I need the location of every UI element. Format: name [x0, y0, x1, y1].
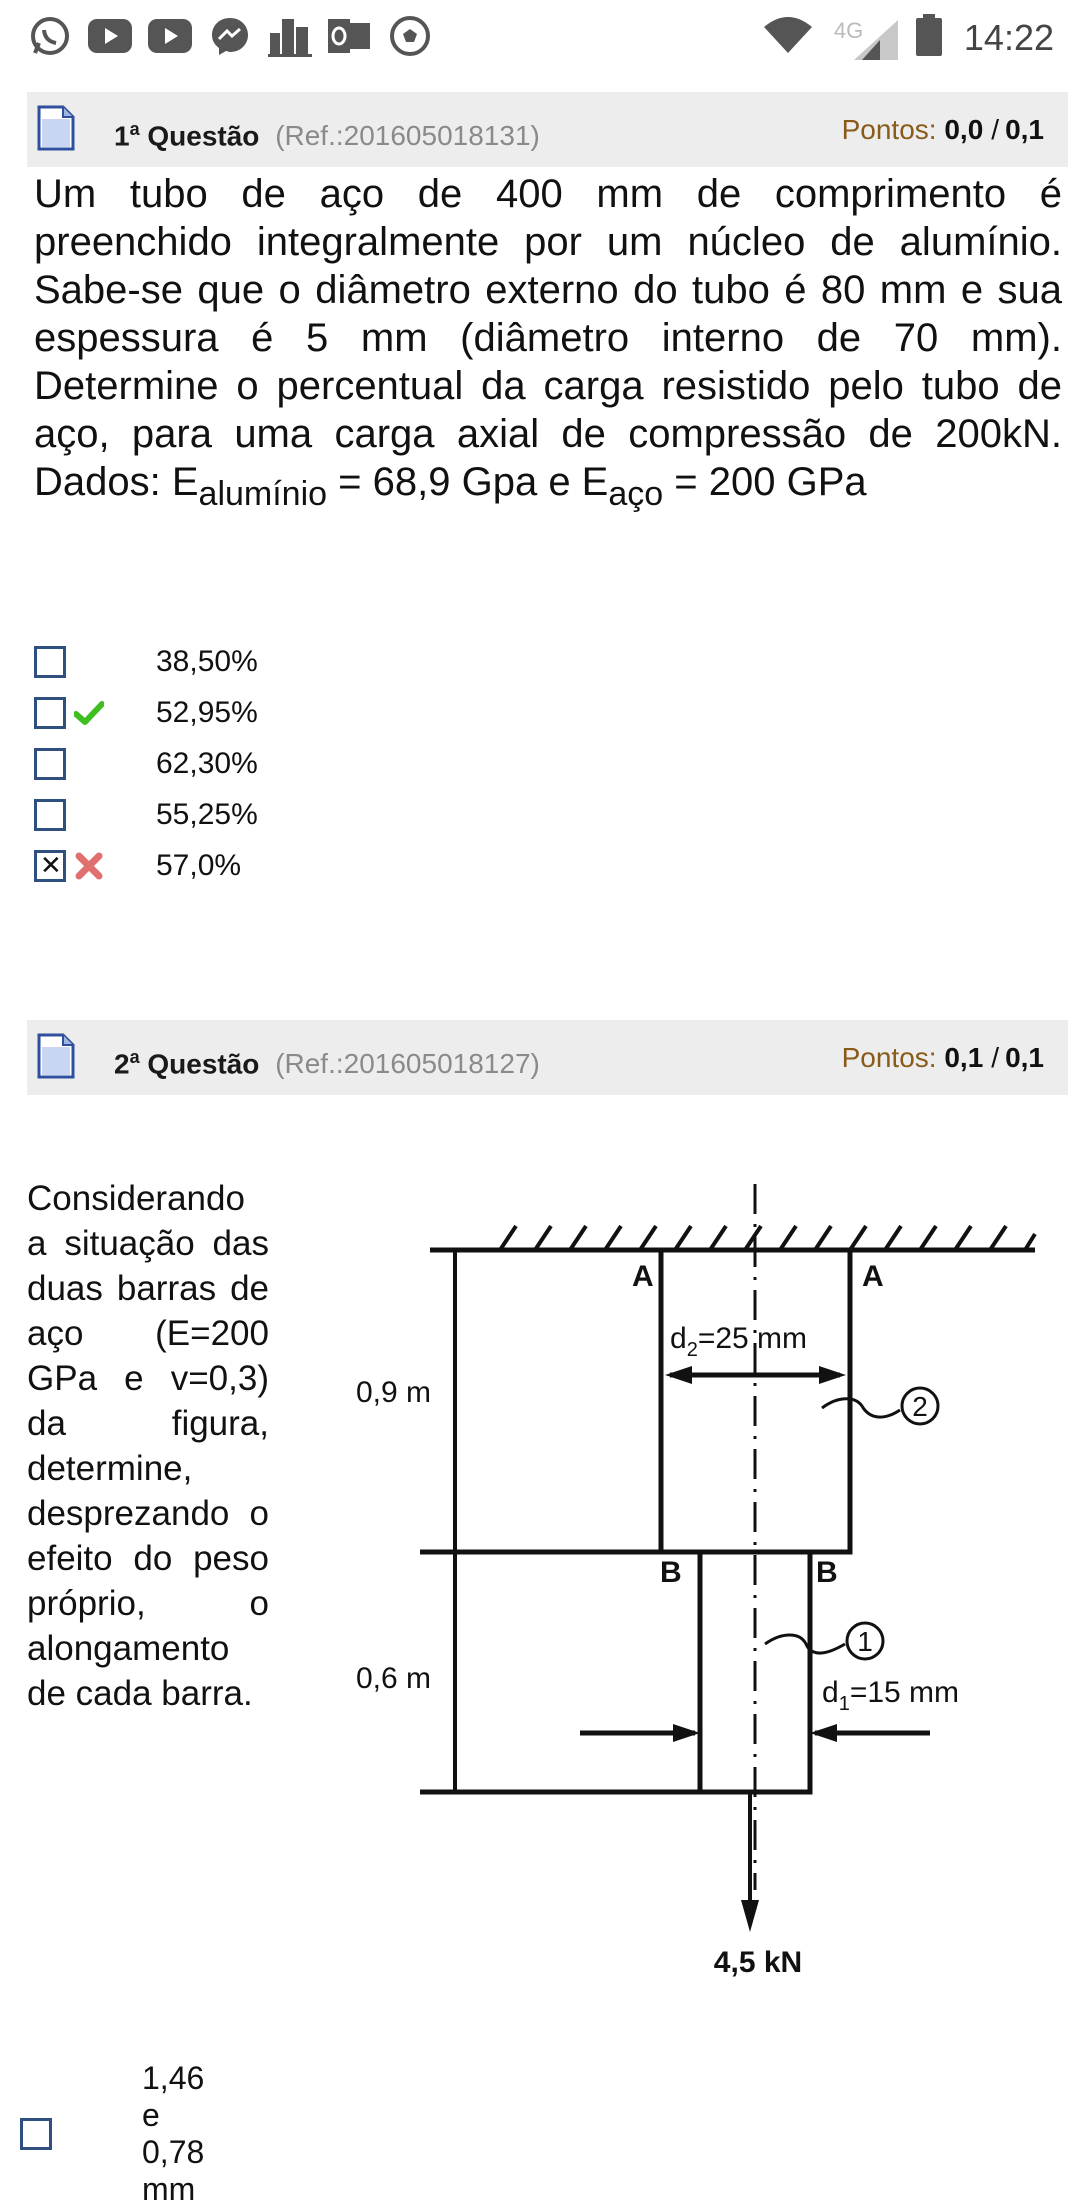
question-title: 1$^a$ Questão (Ref.:201605018131) — [114, 119, 540, 152]
city-icon — [268, 14, 312, 58]
question-points: Pontos: 0,0 / 0,1 — [841, 114, 1044, 145]
question-points: Pontos: 0,1 / 0,1 — [841, 1042, 1044, 1073]
answer-label: 1,46 e 0,78 mm — [142, 2060, 205, 2207]
answer-checkbox[interactable] — [34, 748, 66, 780]
answer-option[interactable] — [34, 687, 258, 738]
answer-option[interactable] — [34, 738, 258, 789]
answer-label: 38,50% — [156, 644, 258, 678]
d1-label: $d_1=15$ mm — [822, 1676, 960, 1715]
correct-check-icon — [72, 701, 106, 725]
youtube-icon — [88, 14, 132, 58]
leader-line — [822, 1399, 900, 1417]
answer-checkbox[interactable] — [20, 2118, 52, 2150]
answer-checkbox[interactable] — [34, 799, 66, 831]
length-top: 0,9 m — [356, 1376, 432, 1409]
battery-icon — [916, 14, 942, 61]
points-obtained: 0,1 — [944, 1042, 984, 1073]
document-icon — [37, 1033, 75, 1084]
wrong-x-icon — [72, 852, 106, 880]
bar-1-number: 1 — [857, 1626, 873, 1657]
points-obtained: 0,0 — [944, 114, 984, 145]
answer-checkbox[interactable] — [34, 697, 66, 729]
cell-signal-icon — [854, 20, 898, 60]
document-icon — [37, 105, 75, 156]
whatsapp-icon — [28, 14, 72, 58]
question-1-header — [27, 92, 1068, 167]
answer-option[interactable] — [20, 2060, 205, 2207]
answer-checkbox[interactable] — [34, 646, 66, 678]
ceiling-hatch — [500, 1226, 1035, 1250]
question-ref: (Ref.:201605018131) — [275, 120, 540, 152]
label-a-right: A — [862, 1260, 884, 1293]
question-1-options — [34, 636, 258, 891]
d2-label: $d_2=25$ mm — [670, 1322, 808, 1361]
clock: 14:22 — [963, 16, 1054, 58]
youtube-icon — [148, 14, 192, 58]
label-b-right: B — [816, 1556, 838, 1589]
bar-diagram — [350, 1170, 1070, 2010]
question-ref: (Ref.:201605018127) — [275, 1048, 540, 1080]
question-2-text: Considerando a situação das duas barras de aço (E=200 GPa e v=0,3) da figura, determine, desprezando o efeito do peso próprio, o alongamento de cada barra. — [27, 1179, 269, 1713]
soccer-ball-icon — [388, 14, 432, 58]
wifi-icon — [764, 17, 812, 58]
question-1-text: Um tubo de aço de 400 mm de comprimento é preenchido integralmente por um núcleo de alumínio. Sabe-se que o diâmetro externo do tubo é 80 mm e sua espessura é 5 mm (diâmetro interno de 70 mm). Determine o percentual da carga resistido pelo tubo de aço, para uma carga axial de compressão de 200kN. Dados: $E_{alumínio} = 68,9$ Gpa e $E_{aço} = 200$ GPa — [34, 172, 1062, 513]
bar-2-number: 2 — [912, 1391, 928, 1422]
answer-label: 55,25% — [156, 797, 258, 831]
signal-indicator — [834, 18, 894, 58]
load-label: 4,5 kN — [713, 1946, 803, 1979]
question-title: 2$^a$ Questão (Ref.:201605018127) — [114, 1047, 540, 1080]
leader-line — [765, 1635, 845, 1653]
notification-icons — [28, 14, 432, 58]
answer-label: 57,0% — [156, 848, 242, 882]
status-bar — [0, 0, 1080, 72]
answer-label: 62,30% — [156, 746, 258, 780]
label-a-left: A — [632, 1260, 654, 1293]
answer-option[interactable] — [34, 789, 258, 840]
length-bottom: 0,6 m — [356, 1662, 432, 1695]
messenger-icon — [208, 14, 252, 58]
question-2-header — [27, 1020, 1068, 1095]
points-total: 0,1 — [1005, 1042, 1044, 1073]
outlook-icon — [328, 14, 372, 58]
answer-checkbox-checked[interactable] — [34, 850, 66, 882]
label-b-left: B — [660, 1556, 682, 1589]
answer-label: 52,95% — [156, 695, 258, 729]
answer-option[interactable] — [34, 840, 242, 891]
network-type: 4G — [833, 17, 864, 43]
points-total: 0,1 — [1005, 114, 1044, 145]
answer-option[interactable] — [34, 636, 258, 687]
